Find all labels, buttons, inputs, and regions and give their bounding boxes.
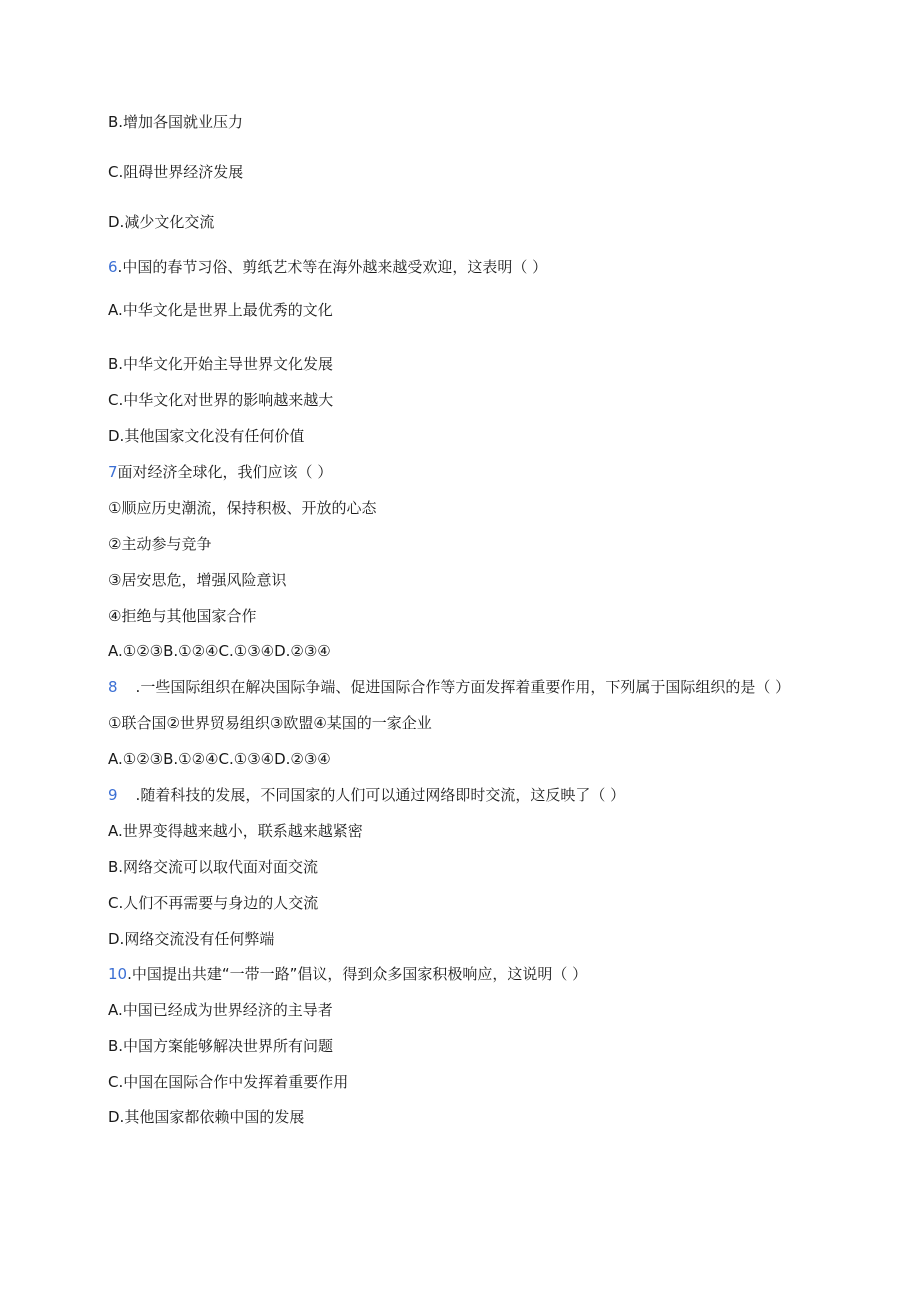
q8-number: 8 — [108, 678, 118, 696]
q7-stem: 面对经济全球化，我们应该（ ） — [117, 463, 333, 481]
q7-item-4: ④拒绝与其他国家合作 — [108, 607, 257, 625]
q9-option-b: B.网络交流可以取代面对面交流 — [108, 858, 319, 876]
q9-stem-line — [108, 785, 625, 805]
q10-option-d: D.其他国家都依赖中国的发展 — [108, 1108, 305, 1126]
q8-options: A.①②③B.①②④C.①③④D.②③④ — [108, 750, 331, 768]
q10-option-c: C.中国在国际合作中发挥着重要作用 — [108, 1073, 349, 1091]
q10-option-a: A.中国已经成为世界经济的主导者 — [108, 1001, 333, 1019]
q5-option-b: B.增加各国就业压力 — [108, 113, 244, 131]
q9-stem: .随着科技的发展，不同国家的人们可以通过网络即时交流，这反映了（ ） — [135, 786, 626, 804]
q7-item-3: ③居安思危，增强风险意识 — [108, 571, 287, 589]
q9-option-c: C.人们不再需要与身边的人交流 — [108, 894, 319, 912]
q8-items: ①联合国②世界贸易组织③欧盟④某国的一家企业 — [108, 714, 432, 732]
q5-option-d: D.减少文化交流 — [108, 213, 215, 231]
q6-stem: .中国的春节习俗、剪纸艺术等在海外越来越受欢迎，这表明（ ） — [117, 258, 548, 276]
q7-item-2: ②主动参与竞争 — [108, 535, 212, 553]
q6-option-d: D.其他国家文化没有任何价值 — [108, 427, 305, 445]
q6-option-a: A.中华文化是世界上最优秀的文化 — [108, 301, 333, 319]
q9-number: 9 — [108, 786, 118, 804]
q6-number: 6 — [108, 258, 118, 276]
q6-option-c: C.中华文化对世界的影响越来越大 — [108, 391, 334, 409]
q6-stem-line — [108, 257, 547, 277]
q10-stem-line — [108, 964, 587, 984]
q7-number: 7 — [108, 463, 118, 481]
q8-stem-line — [108, 677, 790, 697]
q7-item-1: ①顺应历史潮流，保持积极、开放的心态 — [108, 499, 377, 517]
q7-options: A.①②③B.①②④C.①③④D.②③④ — [108, 642, 331, 660]
q8-stem: .一些国际组织在解决国际争端、促进国际合作等方面发挥着重要作用，下列属于国际组织的是（ ） — [135, 678, 791, 696]
q5-option-c: C.阻碍世界经济发展 — [108, 163, 244, 181]
q10-option-b: B.中国方案能够解决世界所有问题 — [108, 1037, 334, 1055]
q10-number: 10 — [108, 965, 128, 983]
q7-stem-line — [108, 462, 332, 482]
q6-option-b: B.中华文化开始主导世界文化发展 — [108, 355, 334, 373]
q10-stem: .中国提出共建“一带一路”倡议，得到众多国家积极响应，这说明（ ） — [127, 965, 588, 983]
q9-option-a: A.世界变得越来越小，联系越来越紧密 — [108, 822, 363, 840]
q9-option-d: D.网络交流没有任何弊端 — [108, 930, 275, 948]
